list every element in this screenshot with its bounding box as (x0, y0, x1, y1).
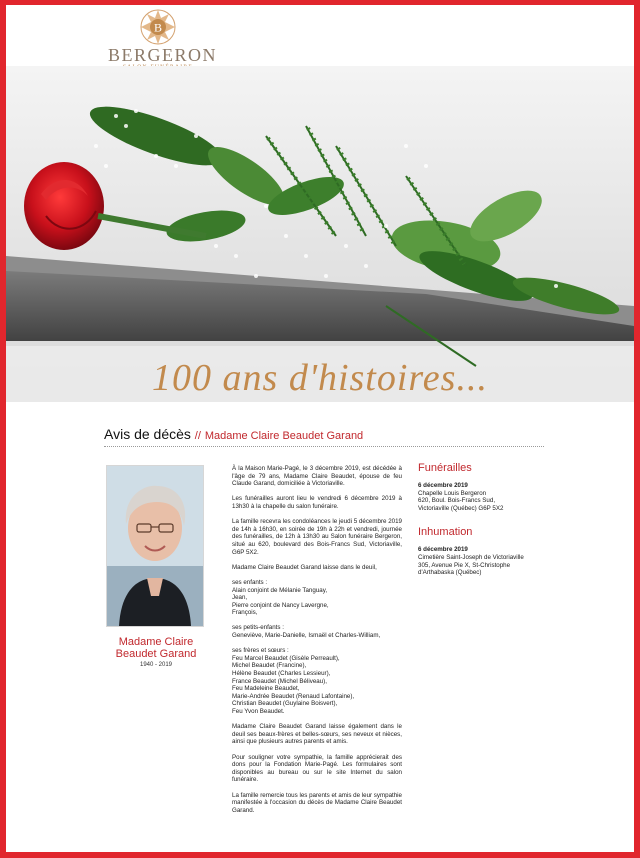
funeral-location-line: Victoriaville (Québec) G6P 5X2 (418, 504, 504, 512)
sibling-item: Michel Beaudet (Francine), (232, 662, 307, 670)
page-title: Avis de décès (104, 426, 191, 442)
burial-location-line: Cimetière Saint-Joseph de Victoriaville (418, 553, 524, 561)
children-title: ses enfants : (232, 578, 268, 586)
sibling-item: Feu Marcel Beaudet (Gisèle Perreault), (232, 654, 340, 662)
deceased-name-line1: Madame Claire (118, 636, 194, 648)
page-heading (104, 426, 363, 442)
dotted-divider (104, 446, 544, 447)
service-details (418, 462, 558, 577)
funeral-location-line: Chapelle Louis Bergeron (418, 489, 487, 497)
salon-logo[interactable] (108, 8, 218, 66)
sibling-item: France Beaudet (Michel Béliveau), (232, 677, 327, 685)
grandchildren-title: ses petits-enfants : (232, 624, 284, 632)
deceased-name-link[interactable]: Madame Claire Beaudet Garand (204, 430, 364, 442)
siblings-title: ses frères et sœurs : (232, 647, 289, 655)
child-item: Jean, (232, 594, 248, 602)
obit-paragraph: La famille remercie tous les parents et amis de leur sympathie manifestée à l'occasion du décès de Madame Claire Beaudet Garand. (232, 791, 402, 814)
hero-banner (6, 66, 634, 402)
obit-paragraph: Pour souligner votre sympathie, la famille apprécierait des dons pour la Fondation Marie-Pagé. Les formulaires sont disponibles au bureau ou sur le site Internet du salon funéraire. (232, 753, 402, 784)
obituary-text (232, 465, 402, 822)
obit-paragraph: Les funérailles auront lieu le vendredi 6 décembre 2019 à 13h30 à la chapelle du salon funéraire. (232, 495, 402, 510)
banner-headline: 100 ans d'histoires... (152, 357, 488, 399)
sibling-item: Feu Yvon Beaudet. (232, 708, 285, 715)
rose-bouquet-image (6, 66, 634, 402)
obit-paragraph: Madame Claire Beaudet Garand laisse également dans le deuil ses beaux-frères et belles-sœurs, ses neveux et nièces, ainsi que plusieurs autres parents et amis. (232, 723, 402, 746)
child-item: Alain conjoint de Mélanie Tanguay, (232, 586, 328, 594)
sibling-item: Marie-Andrée Beaudet (Renaud Lafontaine), (232, 692, 355, 700)
brand-name: BERGERON (108, 45, 218, 65)
grandchildren-item: Geneviève, Marie-Danielle, Ismaël et Charles-William, (232, 632, 381, 640)
burial-location-line: d'Arthabaska (Québec) (418, 569, 482, 577)
deceased-name-line2: Beaudet Garand (115, 648, 197, 660)
sibling-item: Feu Madeleine Beaudet, (232, 685, 300, 693)
logo-letter: B (153, 20, 163, 35)
burial-title: Inhumation (418, 526, 473, 539)
funeral-location-line: 620, Boul. Bois-Francs Sud, (418, 497, 496, 505)
burial-location-line: 305, Avenue Pie X, St-Christophe (418, 561, 511, 569)
burial-date: 6 décembre 2019 (418, 546, 468, 554)
child-item: Pierre conjoint de Nancy Lavergne, (232, 601, 329, 609)
life-dates: 1940 - 2019 (139, 662, 173, 668)
obit-paragraph: Madame Claire Beaudet Garand laisse dans le deuil, (232, 563, 377, 571)
logo-emblem-icon (139, 8, 177, 46)
sibling-item: Hélène Beaudet (Charles Lessieur), (232, 670, 331, 678)
funeral-title: Funérailles (418, 462, 472, 474)
child-item: François, (232, 609, 258, 617)
obit-paragraph: À la Maison Marie-Pagé, le 3 décembre 2019, est décédée à l'âge de 79 ans, Madame Claire Beaudet, épouse de feu Claude Garand, domiciliée à Victoriaville. (232, 465, 402, 488)
title-separator: // (194, 430, 201, 442)
deceased-photo (106, 465, 204, 627)
funeral-date: 6 décembre 2019 (418, 482, 468, 489)
obit-paragraph: La famille recevra les condoléances le jeudi 5 décembre 2019 de 14h à 16h30, en soirée de 19h à 22h et vendredi, journée des funérailles, de 12h à 13h30 au Salon funéraire Bergeron, situé au 620, boulevard des Bois-Francs Sud, Victoriaville, G6P 5X2. (232, 518, 402, 556)
sibling-item: Christian Beaudet (Guylaine Boisvert), (232, 700, 338, 708)
deceased-name (96, 636, 216, 660)
